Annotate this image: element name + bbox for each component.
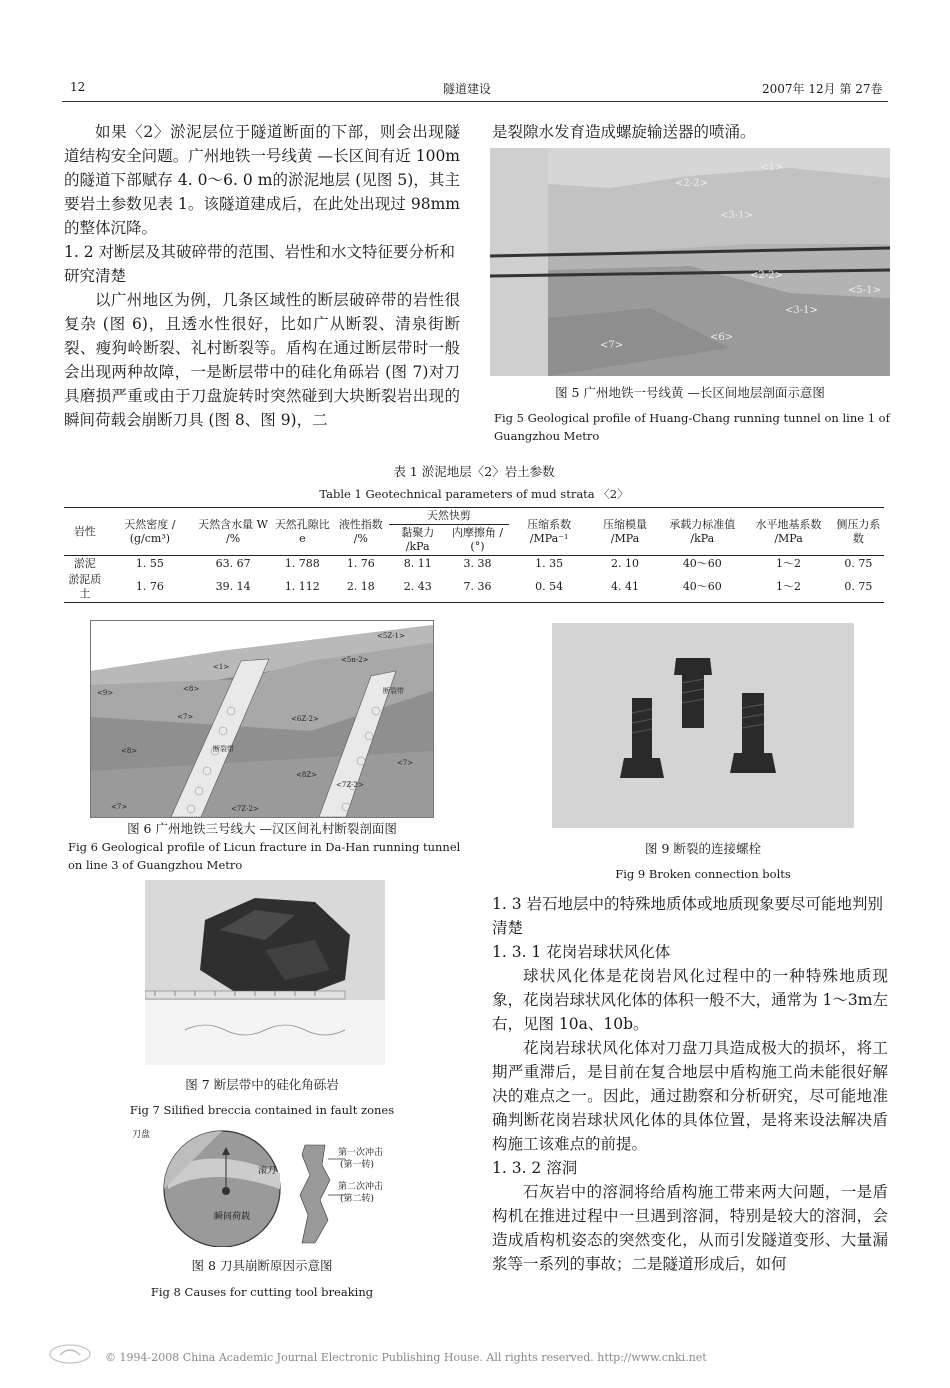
figure-8-caption-cn: 图 8 刀具崩断原因示意图 bbox=[191, 1258, 333, 1273]
figure-9-photo bbox=[552, 623, 854, 828]
figure-9-caption-cn: 图 9 断裂的连接螺栓 bbox=[645, 841, 761, 856]
table-cell: 7. 36 bbox=[463, 580, 492, 593]
fig8-roller-label: 滚刀 bbox=[258, 1166, 277, 1176]
th-void: 天然孔隙比 e bbox=[272, 508, 333, 556]
table-cell: 2. 43 bbox=[403, 580, 432, 593]
table-cell: 1～2 bbox=[776, 557, 802, 570]
figure-9-svg bbox=[552, 623, 854, 828]
figure-5-svg bbox=[490, 148, 890, 376]
section-1-3-heading: 1. 3 岩石地层中的特殊地质体或地质现象要尽可能地判别清楚 bbox=[492, 895, 884, 937]
fig5-label: <7> bbox=[600, 340, 624, 351]
table-cell: 淤泥 bbox=[73, 557, 96, 570]
figure-8-svg bbox=[130, 1125, 400, 1247]
table-cell: 1. 76 bbox=[346, 557, 375, 570]
section-1-3-1-heading: 1. 3. 1 花岗岩球状风化体 bbox=[492, 943, 671, 961]
left-column-top bbox=[64, 120, 460, 432]
fig6-label: <7> bbox=[177, 713, 194, 721]
fig6-fault-label: 断裂带 bbox=[213, 745, 234, 753]
figure-8-caption-en: Fig 8 Causes for cutting tool breaking bbox=[150, 1285, 374, 1299]
th-liquid: 液性指数 /% bbox=[333, 508, 389, 556]
fig5-label: <3-1> bbox=[720, 210, 753, 221]
th-compress: 压缩系数 /MPa⁻¹ bbox=[509, 508, 590, 556]
th-lateral: 侧压力系数 bbox=[833, 508, 884, 556]
table-cell: 1. 76 bbox=[135, 580, 164, 593]
figure-7-svg bbox=[145, 880, 385, 1065]
fig5-label: <2-2> bbox=[675, 178, 708, 189]
fig6-label: <8> bbox=[183, 685, 200, 693]
paragraph-spurting: 是裂隙水发育造成螺旋输送器的喷涌。 bbox=[492, 123, 756, 141]
fig6-label: <6Z-2> bbox=[291, 715, 319, 723]
table-row bbox=[64, 572, 884, 603]
table-1-caption-en: Table 1 Geotechnical parameters of mud strata 〈2〉 bbox=[319, 487, 629, 501]
table-cell: 3. 38 bbox=[463, 557, 492, 570]
table-cell: 63. 67 bbox=[215, 557, 251, 570]
fig6-label: <5Z-1> bbox=[377, 632, 405, 640]
journal-title: 隧道建设 bbox=[443, 82, 492, 96]
figure-5-caption-en: Fig 5 Geological profile of Huang-Chang running tunnel on line 1 of Guangzhou Metro bbox=[494, 411, 890, 443]
figure-9-caption-en: Fig 9 Broken connection bolts bbox=[615, 867, 791, 881]
issue-info: 2007年 12月 第 27卷 bbox=[762, 82, 883, 96]
fig5-label: <6> bbox=[710, 332, 734, 343]
figure-8-diagram bbox=[130, 1125, 400, 1247]
th-modulus: 压缩模量 /MPa bbox=[590, 508, 661, 556]
th-rock: 岩性 bbox=[64, 508, 106, 556]
figure-7-caption-cn: 图 7 断层带中的硅化角砾岩 bbox=[185, 1077, 339, 1092]
th-water: 天然含水量 W /% bbox=[194, 508, 272, 556]
table-cell: 0. 75 bbox=[844, 557, 873, 570]
figure-6-caption-cn: 图 6 广州地铁三号线大 —汉区间礼村断裂剖面图 bbox=[127, 821, 397, 836]
fig6-label: <9> bbox=[97, 689, 114, 697]
fig8-cutter-head-label: 刀盘 bbox=[132, 1130, 151, 1140]
table-cell: 0. 54 bbox=[535, 580, 564, 593]
section-1-3-2-heading: 1. 3. 2 溶洞 bbox=[492, 1159, 578, 1177]
right-column-lower bbox=[492, 892, 888, 1276]
th-density: 天然密度 / (g/cm³) bbox=[106, 508, 194, 556]
figure-6-svg bbox=[91, 621, 433, 817]
fig6-label: <5n-2> bbox=[341, 656, 369, 664]
fig8-impact1-label: 第一次冲击 bbox=[338, 1148, 384, 1158]
right-column-top bbox=[492, 120, 888, 144]
table-cell: 1. 112 bbox=[284, 580, 320, 593]
fig8-impact2b-label: (第二转) bbox=[340, 1194, 375, 1204]
fig8-impact2-label: 第二次冲击 bbox=[338, 1182, 384, 1192]
table-cell: 8. 11 bbox=[403, 557, 432, 570]
fig6-label: <7Z-2> bbox=[231, 805, 259, 813]
table-1-geotechnical bbox=[64, 507, 884, 603]
table-cell: 4. 41 bbox=[610, 580, 639, 593]
fig5-label: <2-2> bbox=[750, 270, 783, 281]
fig6-label: <7> bbox=[397, 759, 414, 767]
table-cell: 2. 10 bbox=[610, 557, 639, 570]
paragraph-karst-caves: 石灰岩中的溶洞将给盾构施工带来两大问题，一是盾构机在推进过程中一旦遇到溶洞，特别是较大的溶洞，会造成盾构机姿态的突然变化，从而引发隧道变形、大量漏浆等一系列的事故；二是隧道形成后，如何 bbox=[492, 1183, 888, 1273]
figure-6-profile bbox=[90, 620, 434, 818]
table-cell: 40～60 bbox=[682, 557, 722, 570]
fig5-label: <1> bbox=[760, 162, 784, 173]
header-rule bbox=[62, 101, 888, 102]
table-row bbox=[64, 556, 884, 573]
figure-7-caption-en: Fig 7 Silified breccia contained in fault zones bbox=[129, 1103, 395, 1117]
cnki-logo-icon bbox=[48, 1343, 92, 1365]
fig6-fault-label: 断裂带 bbox=[383, 687, 404, 695]
fig5-label: <3-1> bbox=[785, 305, 818, 316]
figure-5-profile bbox=[490, 148, 890, 376]
th-friction: 内摩擦角 / (°) bbox=[446, 525, 508, 556]
section-1-2-heading: 1. 2 对断层及其破碎带的范围、岩性和水文特征要分析和研究清楚 bbox=[64, 243, 456, 285]
fig6-label: <7> bbox=[111, 803, 128, 811]
fig8-impact1b-label: (第一转) bbox=[340, 1160, 375, 1170]
fig6-label: <8Z> bbox=[296, 771, 318, 779]
th-shear: 天然快剪 bbox=[389, 508, 509, 525]
paragraph-cutter-damage: 花岗岩球状风化体对刀盘刀具造成极大的损坏，将工期严重滞后，是目前在复合地层中盾构施工尚未能很好解决的难点之一。因此，通过勘察和分析研究，尽可能地准确判断花岗岩球状风化体的具体位置，是将来设法解决盾构施工该难点的前提。 bbox=[492, 1039, 888, 1153]
th-bearing: 承载力标准值 /kPa bbox=[660, 508, 744, 556]
table-cell: 淤泥质土 bbox=[68, 573, 102, 600]
paragraph-fault-zones: 以广州地区为例，几条区域性的断层破碎带的岩性很复杂 (图 6)，且透水性很好，比如广从断裂、清泉街断裂、瘦狗岭断裂、礼村断裂等。盾构在通过断层带时一般会出现两种故障，一是断层带中的硅化角砾岩 (图 7)对刀具磨损严重或由于刀盘旋转时突然碰到大块断裂岩出现的瞬间荷载会崩断刀具 (图 8、图 9)，二 bbox=[64, 291, 460, 429]
th-subgrade: 水平地基系数 /MPa bbox=[744, 508, 833, 556]
table-cell: 1～2 bbox=[776, 580, 802, 593]
footer-copyright: © 1994-2008 China Academic Journal Electronic Publishing House. All rights reserved. http://www.cnki.net bbox=[105, 1351, 707, 1364]
table-cell: 1. 35 bbox=[535, 557, 564, 570]
fig6-label: <7Z-2> bbox=[336, 781, 364, 789]
table-cell: 1. 55 bbox=[135, 557, 164, 570]
table-cell: 0. 75 bbox=[844, 580, 873, 593]
paragraph-mud-layer: 如果〈2〉淤泥层位于隧道断面的下部，则会出现隧道结构安全问题。广州地铁一号线黄 —长区间有近 100m的隧道下部赋存 4. 0～6. 0 m的淤泥地层 (见图 5)，其主要岩土参数见表 1。该隧道建成后，在此处出现过 98mm的整体沉降。 bbox=[64, 123, 460, 237]
table-cell: 2. 18 bbox=[346, 580, 375, 593]
fig6-label: <8> bbox=[121, 747, 138, 755]
table-cell: 1. 788 bbox=[284, 557, 320, 570]
page-number: 12 bbox=[70, 80, 86, 94]
figure-6-caption-en: Fig 6 Geological profile of Licun fracture in Da-Han running tunnel on line 3 of Guangzhou Metro bbox=[68, 840, 461, 872]
figure-7-photo bbox=[145, 880, 385, 1065]
figure-5-caption-cn: 图 5 广州地铁一号线黄 —长区间地层剖面示意图 bbox=[555, 385, 825, 400]
table-1-caption-cn: 表 1 淤泥地层〈2〉岩土参数 bbox=[393, 464, 555, 479]
th-cohesion: 黏聚力 /kPa bbox=[389, 525, 446, 556]
fig6-label: <1> bbox=[213, 663, 230, 671]
fig8-instant-load-label: 瞬间荷载 bbox=[214, 1212, 251, 1222]
table-cell: 40～60 bbox=[682, 580, 722, 593]
paragraph-spheroidal-weathering: 球状风化体是花岗岩风化过程中的一种特殊地质现象，花岗岩球状风化体的体积一般不大，通常为 1～3m左右，见图 10a、10b。 bbox=[492, 967, 888, 1033]
fig5-label: <5-1> bbox=[848, 285, 881, 296]
table-cell: 39. 14 bbox=[215, 580, 251, 593]
